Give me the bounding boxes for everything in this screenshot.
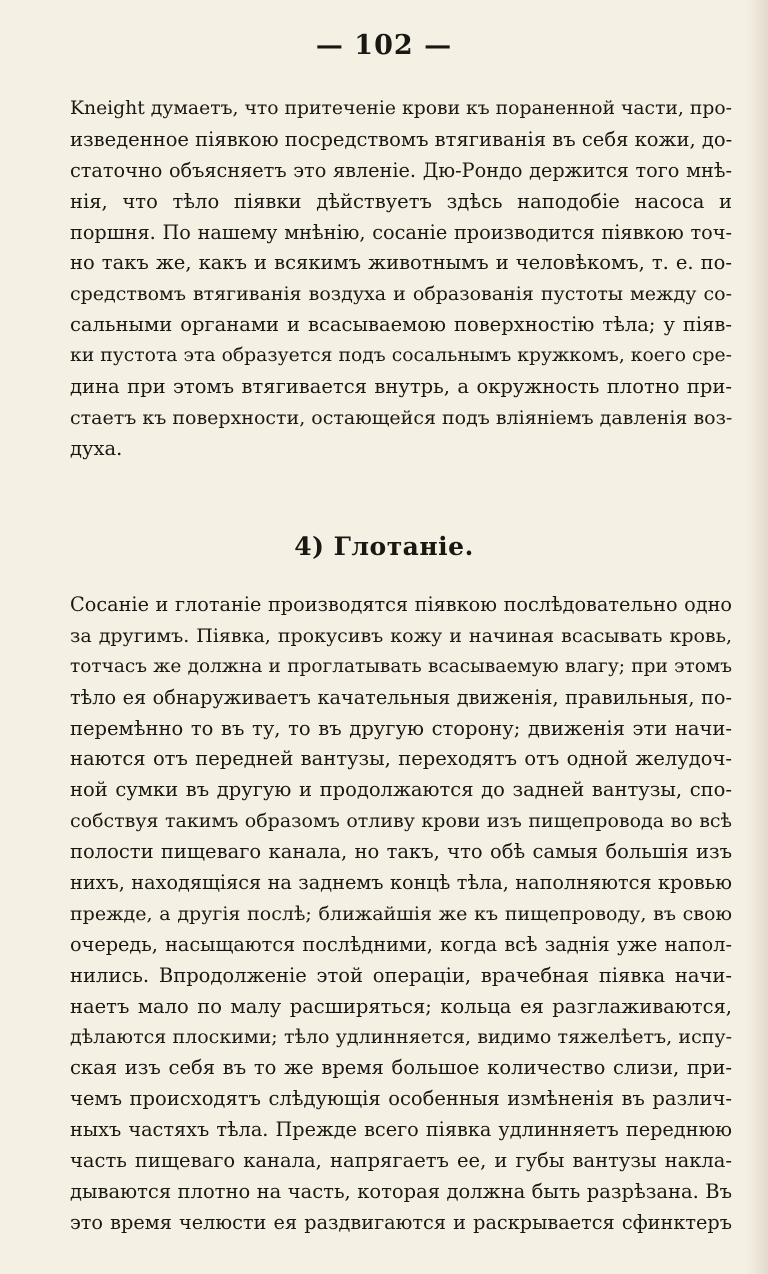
text-line: наются отъ передней вантузы, переходятъ отъ одной желудоч- bbox=[70, 747, 732, 771]
text-line: за другимъ. Піявка, прокусивъ кожу и начиная всасывать кровь, bbox=[70, 624, 732, 647]
paragraph-2 bbox=[70, 590, 732, 1239]
text-line: нились. Впродолженіе этой операціи, врачебная піявка начи- bbox=[70, 963, 732, 987]
text-line: наетъ мало по малу расширяться; кольца ея разглаживаются, bbox=[70, 994, 732, 1018]
text-line: Сосаніе и глотаніе производятся піявкою послѣдовательно одно bbox=[70, 593, 732, 616]
text-line: тѣло ея обнаруживаетъ качательныя движенія, правильныя, по- bbox=[70, 685, 732, 709]
text-line: дина при этомъ втягивается внутрь, а окружность плотно при- bbox=[70, 375, 732, 399]
text-line: тотчасъ же должна и проглатывать всасываемую влагу; при этомъ bbox=[70, 655, 732, 677]
page-edge-shadow bbox=[746, 0, 768, 1274]
text-line: ки пустота эта образуется подъ сосальнымъ кружкомъ, коего сре- bbox=[70, 345, 732, 367]
text-line: это время челюсти ея раздвигаются и раскрывается сфинктеръ bbox=[70, 1210, 732, 1234]
text-line: средствомъ втягиванія воздуха и образованія пустоты между со- bbox=[70, 283, 732, 306]
text-line: сальными органами и всасываемою поверхностію тѣла; у піяв- bbox=[70, 313, 732, 337]
text-line: ной сумки въ другую и продолжаются до задней вантузы, спо- bbox=[70, 778, 732, 802]
text-line: очередь, насыщаются послѣдними, когда всѣ заднія уже напол- bbox=[70, 932, 732, 956]
text-line: перемѣнно то въ ту, то въ другую сторону; движенія эти начи- bbox=[70, 716, 732, 740]
text-line: дѣлаются плоскими; тѣло удлинняется, видимо тяжелѣетъ, испу- bbox=[70, 1026, 732, 1049]
section-heading: 4) Глотаніе. bbox=[294, 532, 474, 561]
text-line: изведенное піявкою посредствомъ втягиванія въ себя кожи, до- bbox=[70, 127, 733, 151]
text-line: поршня. По нашему мнѣнію, сосаніе производится піявкою точ- bbox=[70, 220, 732, 244]
text-line: ныхъ частяхъ тѣла. Прежде всего піявка удлинняетъ переднюю bbox=[70, 1118, 732, 1142]
text-line: часть пищеваго канала, напрягаетъ ее, и губы вантузы накла- bbox=[70, 1149, 732, 1173]
text-line: духа. bbox=[70, 436, 123, 460]
text-line: полости пищеваго канала, но такъ, что обѣ самыя большія изъ bbox=[70, 840, 732, 864]
text-line: нія, что тѣло піявки дѣйствуетъ здѣсь наподобіе насоса и bbox=[70, 189, 732, 213]
text-line: чемъ происходятъ слѣдующія особенныя измѣненія въ различ- bbox=[70, 1087, 732, 1111]
text-line: дываются плотно на часть, которая должна быть разрѣзана. Въ bbox=[70, 1179, 732, 1203]
text-line: но такъ же, какъ и всякимъ животнымъ и человѣкомъ, т. е. по- bbox=[70, 251, 732, 275]
page-number: — 102 — bbox=[315, 30, 453, 61]
text-line: собствуя такимъ образомъ отливу крови изъ пищепровода во всѣ bbox=[70, 810, 732, 833]
text-line: прежде, а другія послѣ; ближайшія же къ пищепроводу, въ свою bbox=[70, 902, 732, 925]
text-line: Kneight думаетъ, что притеченіе крови къ пораненной части, про- bbox=[70, 98, 732, 119]
text-line: ская изъ себя въ то же время большое количество слизи, при- bbox=[70, 1056, 732, 1080]
paragraph-1 bbox=[70, 94, 732, 465]
text-line: нихъ, находящіяся на заднемъ концѣ тѣла, наполняются кровью bbox=[70, 871, 732, 895]
text-line: стаетъ къ поверхности, остающейся подъ вліяніемъ давленія воз- bbox=[70, 406, 733, 429]
text-line: статочно объясняетъ это явленіе. Дю-Рондо держится того мнѣ- bbox=[70, 158, 732, 182]
